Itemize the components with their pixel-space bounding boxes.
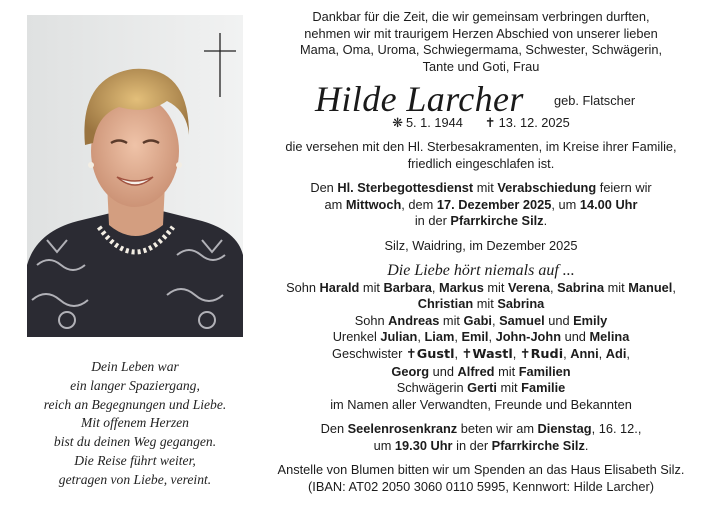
poem-line: getragen von Liebe, vereint.	[58, 471, 212, 487]
service-line: in der Pfarrkirche Silz.	[414, 213, 548, 229]
obituary-text	[258, 9, 704, 496]
birth-name: geb. Flatscher	[554, 93, 636, 109]
sacraments-line: friedlich eingeschlafen ist.	[407, 155, 555, 171]
intro-line: Mama, Oma, Uroma, Schwiegermama, Schwester, Schwägerin,	[300, 42, 662, 58]
sacraments-line: die versehen mit den Hl. Sterbesakramenten, im Kreise ihrer Familie,	[285, 138, 677, 154]
family-line: Urenkel Julian, Liam, Emil, John-John und Melina	[332, 329, 630, 345]
intro-line: nehmen wir mit traurigem Herzen Abschied von unserer lieben	[304, 25, 658, 41]
death-cross-icon: ✝	[484, 116, 496, 132]
service-line: Den Hl. Sterbegottesdienst mit Verabschiedung feiern wir	[310, 180, 652, 196]
rosary-line: um 19.30 Uhr in der Pfarrkirche Silz.	[373, 437, 589, 453]
poem-line: ein langer Spaziergang,	[70, 377, 200, 393]
family-line: Georg und Alfred mit Familien	[391, 363, 571, 379]
cross-icon	[200, 31, 240, 99]
family-line: Schwägerin Gerti mit Familie	[396, 380, 566, 396]
name-row	[258, 81, 704, 121]
poem-line: Dein Leben war	[91, 359, 179, 374]
death-date: 13. 12. 2025	[498, 115, 570, 131]
place-date: Silz, Waidring, im Dezember 2025	[384, 237, 578, 253]
family-line: Sohn Andreas mit Gabi, Samuel und Emily	[354, 312, 608, 328]
birth-star-icon: ❋	[392, 116, 403, 132]
family-line: im Namen aller Verwandten, Freunde und Bekannten	[330, 396, 632, 412]
family-line: Christian mit Sabrina	[417, 296, 545, 312]
poem-line: bist du deinen Weg gegangen.	[53, 434, 217, 450]
poem-line: Die Reise führt weiter,	[74, 452, 196, 468]
intro-line: Dankbar für die Zeit, die wir gemeinsam verbringen durften,	[312, 9, 650, 24]
birth-date: 5. 1. 1944	[405, 115, 463, 131]
poem-line: Mit offenem Herzen	[81, 415, 189, 431]
donation-line: Anstelle von Blumen bitten wir um Spenden an das Haus Elisabeth Silz.	[277, 462, 685, 478]
poem	[14, 358, 256, 490]
motto: Die Liebe hört niemals auf ...	[387, 261, 575, 279]
poem-line: reich an Begegnungen und Liebe.	[43, 396, 227, 412]
deceased-name: Hilde Larcher	[315, 79, 524, 120]
donation-line: (IBAN: AT02 2050 3060 0110 5995, Kennwort: Hilde Larcher)	[308, 479, 654, 495]
intro-line: Tante und Goti, Frau	[422, 58, 540, 74]
service-line: am Mittwoch, dem 17. Dezember 2025, um 14.00 Uhr	[324, 196, 638, 212]
family-line: Geschwister ✝Gustl, ✝Wastl, ✝Rudi, Anni, Adi,	[332, 345, 630, 362]
family-line: Sohn Harald mit Barbara, Markus mit Verena, Sabrina mit Manuel,	[286, 279, 676, 295]
rosary-line: Den Seelenrosenkranz beten wir am Dienstag, 16. 12.,	[320, 421, 642, 437]
